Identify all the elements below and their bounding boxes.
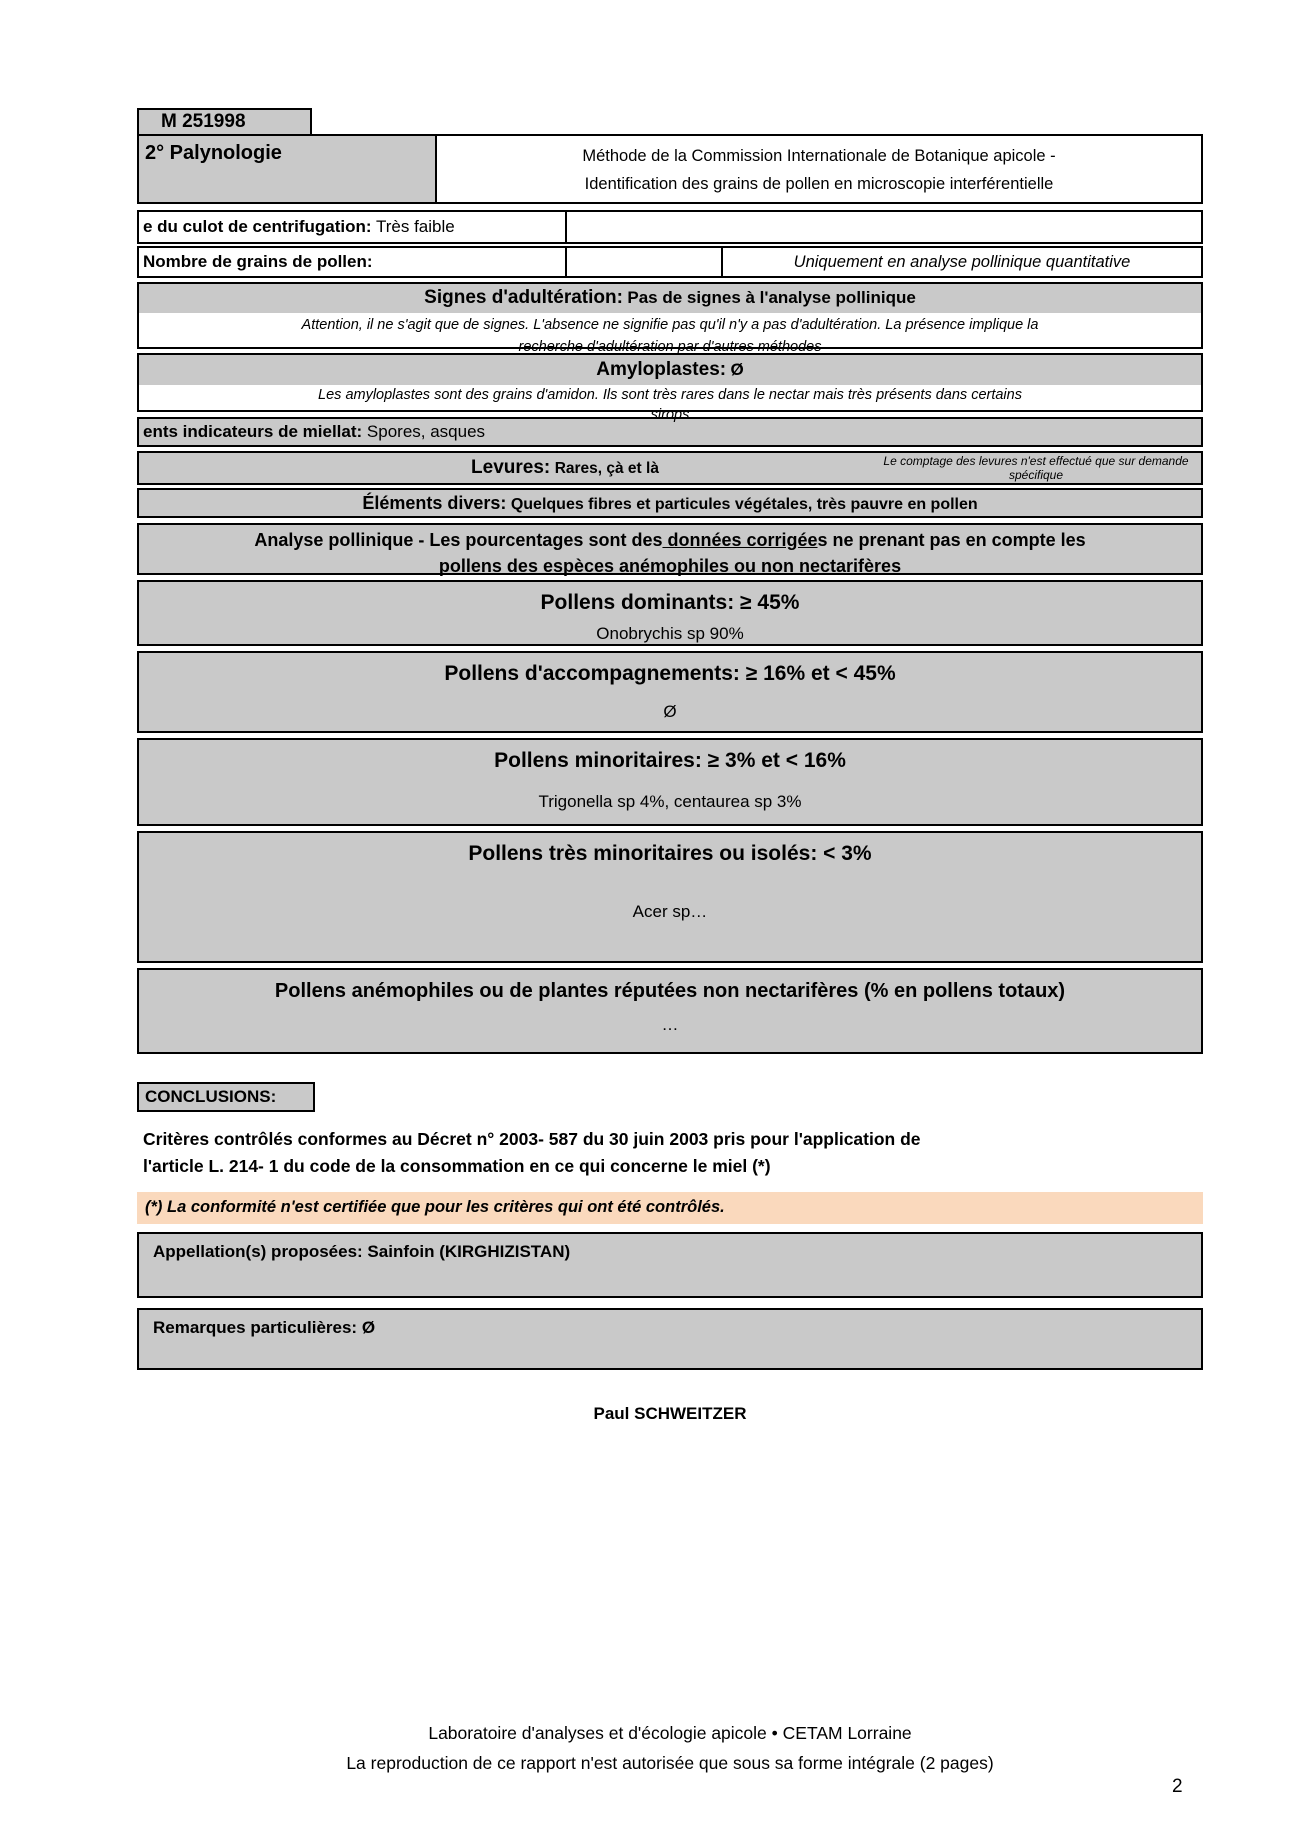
conformity-note: (*) La conformité n'est certifiée que pour les critères qui ont été contrôlés. [137, 1192, 1203, 1224]
row-culot-centrifugation [137, 210, 1203, 244]
pollens-dominants-value: Onobrychis sp 90% [596, 624, 744, 643]
row-amyloplastes [137, 353, 1203, 385]
culot-cell [139, 212, 567, 242]
row-levures [137, 451, 1203, 485]
grains-note: Uniquement en analyse pollinique quantitative [793, 253, 1131, 271]
pollens-minoritaires-title: Pollens minoritaires: ≥ 3% et < 16% [494, 749, 846, 772]
page-number: 2 [1172, 1776, 1183, 1797]
section-header [137, 134, 1203, 204]
adulteration-note [137, 313, 1203, 355]
row-signes-adulteration [137, 282, 1203, 313]
appellation-value: Sainfoin (KIRGHIZISTAN) [367, 1242, 571, 1261]
amyloplastes-note-line-1: Les amyloplastes sont des grains d'amidon. Ils sont très rares dans le nectar mais très présents dans certains [318, 387, 1022, 403]
conclusions-heading: CONCLUSIONS: [137, 1082, 315, 1112]
analyse-line-1b: données corrigée [662, 530, 818, 550]
pollens-tres-minoritaires-value: Acer sp… [632, 902, 708, 921]
grains-label: Nombre de grains de pollen: [139, 248, 567, 276]
pollens-anemophiles-title: Pollens anémophiles ou de plantes réputées non nectarifères (% en pollens totaux) [274, 980, 1066, 1002]
row-nombre-grains [137, 246, 1203, 278]
levures-note-line-2: spécifique [1008, 468, 1064, 482]
scanned-sheet [22, 0, 1274, 1846]
pollens-anemophiles-value: … [661, 1015, 679, 1034]
levures-note-line-1: Le comptage des levures n'est effectué que sur demande [883, 454, 1189, 468]
footer-line-1: Laboratoire d'analyses et d'écologie apicole • CETAM Lorraine [428, 1723, 912, 1743]
pollens-dominants [137, 580, 1203, 646]
levures-note [871, 454, 1201, 482]
miellat-label: ents indicateurs de miellat: [143, 422, 363, 441]
appellation-label: Appellation(s) proposées: [153, 1242, 363, 1261]
adulteration-note-line-2: recherche d'adultération par d'autres méthodes [518, 339, 822, 355]
pollens-tres-minoritaires-title: Pollens très minoritaires ou isolés: < 3% [468, 842, 872, 865]
remarques-block [137, 1308, 1203, 1370]
amyloplastes-value: Ø [730, 360, 744, 379]
conclusions-text-line-1: Critères contrôlés conformes au Décret n° 2003- 587 du 30 juin 2003 pris pour l'application de [143, 1129, 921, 1149]
appellation-block [137, 1232, 1203, 1298]
pollens-minoritaires-value: Trigonella sp 4%, centaurea sp 3% [538, 792, 802, 811]
analyse-line-1a: Analyse pollinique - Les pourcentages sont des [254, 530, 663, 550]
row-elements-divers [137, 488, 1203, 518]
pollens-accompagnements [137, 651, 1203, 733]
analyse-pollinique-banner [137, 523, 1203, 575]
pollens-accompagnements-title: Pollens d'accompagnements: ≥ 16% et < 45% [444, 662, 896, 685]
adulteration-note-line-1: Attention, il ne s'agit que de signes. L'absence ne signifie pas qu'il n'y a pas d'adultération. La présence implique la [301, 317, 1039, 333]
pollens-anemophiles [137, 968, 1203, 1054]
footer-line-2: La reproduction de ce rapport n'est autorisée que sous sa forme intégrale (2 pages) [346, 1753, 994, 1773]
miellat-value: Spores, asques [366, 422, 486, 441]
levures-main [139, 457, 871, 479]
analyse-line-2: pollens des espèces anémophiles ou non nectarifères [438, 556, 902, 576]
pollens-accompagnements-value: Ø [663, 702, 677, 721]
divers-label: Éléments divers: [362, 493, 507, 513]
remarques-value: Ø [361, 1318, 376, 1337]
conclusions-text [137, 1126, 1203, 1180]
adulteration-value: Pas de signes à l'analyse pollinique [627, 288, 916, 307]
pollens-tres-minoritaires [137, 831, 1203, 963]
culot-label: e du culot de centrifugation: [143, 217, 372, 236]
amyloplastes-note-line-2: sirops [650, 407, 690, 423]
sample-code: M 251998 [137, 108, 312, 134]
amyloplastes-label: Amyloplastes: [596, 359, 727, 380]
culot-value: Très faible [375, 217, 455, 236]
page-footer [137, 1718, 1203, 1778]
pollens-dominants-title: Pollens dominants: ≥ 45% [540, 591, 800, 614]
method-line-2: Identification des grains de pollen en microscopie interférentielle [584, 175, 1054, 193]
pollens-minoritaires [137, 738, 1203, 826]
report-body [137, 108, 1203, 1424]
section-title: 2° Palynologie [139, 136, 437, 202]
remarques-label: Remarques particulières: [153, 1318, 358, 1337]
divers-value: Quelques fibres et particules végétales, très pauvre en pollen [510, 496, 978, 513]
analyse-line-1c: s ne prenant pas en compte les [817, 530, 1086, 550]
amyloplastes-note [137, 385, 1203, 423]
method-line-1: Méthode de la Commission Internationale de Botanique apicole - [582, 147, 1056, 165]
conclusions-text-line-2: l'article L. 214- 1 du code de la consommation en ce qui concerne le miel (*) [143, 1156, 771, 1176]
method-description [437, 136, 1201, 202]
levures-label: Levures: [471, 457, 551, 478]
adulteration-label: Signes d'adultération: [424, 287, 623, 308]
culot-empty-cell [567, 212, 1201, 242]
levures-value: Rares, çà et là [554, 460, 659, 477]
signature: Paul SCHWEITZER [593, 1404, 747, 1423]
grains-value-cell [567, 248, 723, 276]
